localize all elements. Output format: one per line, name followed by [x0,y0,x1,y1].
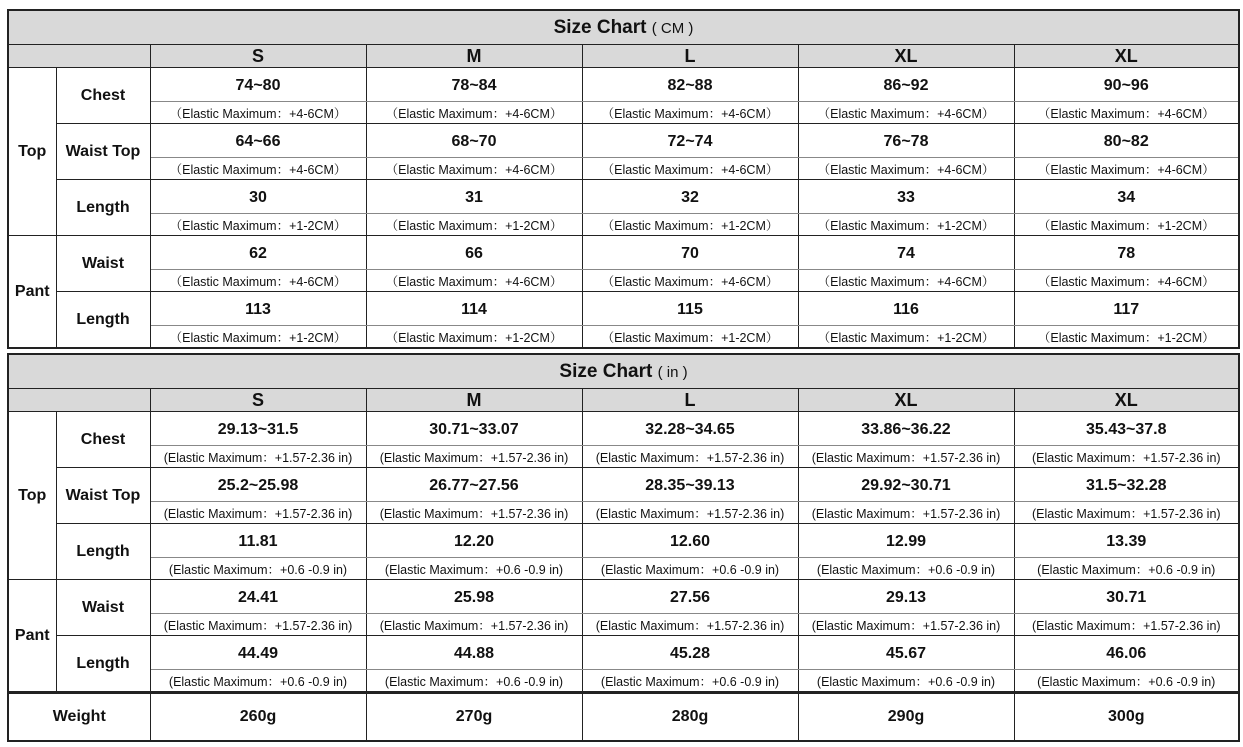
measure-value: 80~82 [1014,124,1239,158]
elastic-note: （Elastic Maximum：+4-6CM） [582,102,798,124]
elastic-note: (Elastic Maximum：+1.57-2.36 in) [366,614,582,636]
measure-value: 72~74 [582,124,798,158]
weight-value: 260g [150,693,366,741]
weight-value: 290g [798,693,1014,741]
elastic-note: (Elastic Maximum：+1.57-2.36 in) [150,614,366,636]
measure-label: Chest [56,68,150,124]
note-row [8,102,1239,124]
measure-value: 13.39 [1014,524,1239,558]
elastic-note: (Elastic Maximum：+1.57-2.36 in) [1014,502,1239,524]
elastic-note: (Elastic Maximum：+1.57-2.36 in) [798,446,1014,468]
elastic-note: （Elastic Maximum：+4-6CM） [1014,158,1239,180]
elastic-note: (Elastic Maximum：+1.57-2.36 in) [150,502,366,524]
elastic-note: (Elastic Maximum：+1.57-2.36 in) [1014,614,1239,636]
measure-value: 25.98 [366,580,582,614]
measure-value: 24.41 [150,580,366,614]
note-row [8,158,1239,180]
elastic-note: (Elastic Maximum：+1.57-2.36 in) [798,502,1014,524]
measure-value: 86~92 [798,68,1014,102]
measure-label: Waist Top [56,124,150,180]
size-header: S [150,389,366,412]
elastic-note: （Elastic Maximum：+4-6CM） [798,270,1014,292]
weight-label: Weight [8,693,150,741]
measure-label: Length [56,524,150,580]
measure-value: 113 [150,292,366,326]
measure-row [8,636,1239,670]
measure-value: 117 [1014,292,1239,326]
elastic-note: (Elastic Maximum：+1.57-2.36 in) [582,614,798,636]
measure-label: Length [56,180,150,236]
measure-value: 70 [582,236,798,270]
note-row [8,502,1239,524]
measure-value: 11.81 [150,524,366,558]
elastic-note: (Elastic Maximum：+0.6 -0.9 in) [1014,558,1239,580]
weight-value: 280g [582,693,798,741]
measure-value: 82~88 [582,68,798,102]
measure-value: 29.13 [798,580,1014,614]
size-chart-cm-table [7,9,1240,349]
measure-value: 76~78 [798,124,1014,158]
elastic-note: (Elastic Maximum：+1.57-2.36 in) [798,614,1014,636]
measure-value: 74 [798,236,1014,270]
size-header: L [582,389,798,412]
elastic-note: (Elastic Maximum：+1.57-2.36 in) [150,446,366,468]
elastic-note: (Elastic Maximum：+1.57-2.36 in) [366,446,582,468]
measure-row [8,580,1239,614]
measure-value: 31.5~32.28 [1014,468,1239,502]
elastic-note: （Elastic Maximum：+1-2CM） [798,326,1014,349]
elastic-note: （Elastic Maximum：+4-6CM） [366,158,582,180]
chart-title-cell [8,354,1239,389]
measure-value: 25.2~25.98 [150,468,366,502]
group-label: Pant [8,580,56,693]
size-header: XL [1014,389,1239,412]
measure-value: 45.28 [582,636,798,670]
elastic-note: （Elastic Maximum：+4-6CM） [798,102,1014,124]
measure-row [8,68,1239,102]
measure-value: 46.06 [1014,636,1239,670]
measure-value: 90~96 [1014,68,1239,102]
measure-row [8,124,1239,158]
size-header: S [150,45,366,68]
note-row [8,446,1239,468]
elastic-note: （Elastic Maximum：+1-2CM） [1014,326,1239,349]
weight-row [8,693,1239,741]
measure-value: 66 [366,236,582,270]
size-header: M [366,45,582,68]
elastic-note: （Elastic Maximum：+1-2CM） [582,326,798,349]
note-row [8,214,1239,236]
measure-value: 64~66 [150,124,366,158]
note-row [8,614,1239,636]
note-row [8,670,1239,693]
size-header: XL [1014,45,1239,68]
measure-value: 31 [366,180,582,214]
elastic-note: (Elastic Maximum：+0.6 -0.9 in) [582,558,798,580]
size-header-row [8,389,1239,412]
measure-label: Waist [56,580,150,636]
measure-value: 114 [366,292,582,326]
elastic-note: (Elastic Maximum：+1.57-2.36 in) [366,502,582,524]
elastic-note: （Elastic Maximum：+4-6CM） [582,270,798,292]
elastic-note: （Elastic Maximum：+4-6CM） [798,158,1014,180]
elastic-note: (Elastic Maximum：+1.57-2.36 in) [582,446,798,468]
measure-row [8,236,1239,270]
elastic-note: （Elastic Maximum：+4-6CM） [1014,270,1239,292]
measure-label: Waist Top [56,468,150,524]
measure-value: 34 [1014,180,1239,214]
group-label: Top [8,412,56,580]
elastic-note: （Elastic Maximum：+4-6CM） [150,158,366,180]
measure-value: 12.20 [366,524,582,558]
elastic-note: （Elastic Maximum：+1-2CM） [798,214,1014,236]
measure-value: 68~70 [366,124,582,158]
note-row [8,326,1239,349]
weight-value: 270g [366,693,582,741]
measure-row [8,468,1239,502]
measure-row [8,524,1239,558]
elastic-note: （Elastic Maximum：+1-2CM） [150,214,366,236]
measure-value: 12.60 [582,524,798,558]
measure-value: 62 [150,236,366,270]
measure-value: 44.88 [366,636,582,670]
measure-value: 33.86~36.22 [798,412,1014,446]
elastic-note: （Elastic Maximum：+4-6CM） [150,270,366,292]
elastic-note: (Elastic Maximum：+0.6 -0.9 in) [150,670,366,693]
measure-value: 29.13~31.5 [150,412,366,446]
size-header: M [366,389,582,412]
elastic-note: （Elastic Maximum：+4-6CM） [1014,102,1239,124]
chart-unit: ( CM ) [651,19,694,37]
elastic-note: (Elastic Maximum：+1.57-2.36 in) [582,502,798,524]
group-label: Pant [8,236,56,349]
elastic-note: (Elastic Maximum：+0.6 -0.9 in) [150,558,366,580]
measure-value: 45.67 [798,636,1014,670]
chart-title-cell [8,10,1239,45]
measure-value: 78 [1014,236,1239,270]
weight-table [7,692,1240,742]
elastic-note: (Elastic Maximum：+0.6 -0.9 in) [798,558,1014,580]
measure-value: 12.99 [798,524,1014,558]
measure-value: 29.92~30.71 [798,468,1014,502]
measure-value: 74~80 [150,68,366,102]
elastic-note: (Elastic Maximum：+0.6 -0.9 in) [1014,670,1239,693]
measure-label: Waist [56,236,150,292]
chart-title: Size Chart [553,16,647,38]
measure-row [8,292,1239,326]
size-header: XL [798,45,1014,68]
elastic-note: (Elastic Maximum：+0.6 -0.9 in) [798,670,1014,693]
note-row [8,558,1239,580]
elastic-note: (Elastic Maximum：+0.6 -0.9 in) [366,670,582,693]
elastic-note: （Elastic Maximum：+4-6CM） [582,158,798,180]
measure-label: Length [56,292,150,349]
elastic-note: （Elastic Maximum：+1-2CM） [150,326,366,349]
size-chart-inch-table [7,353,1240,693]
size-header-row [8,45,1239,68]
header-corner [8,389,150,412]
measure-row [8,412,1239,446]
note-row [8,270,1239,292]
measure-value: 115 [582,292,798,326]
weight-value: 300g [1014,693,1239,741]
measure-value: 26.77~27.56 [366,468,582,502]
measure-value: 116 [798,292,1014,326]
measure-value: 35.43~37.8 [1014,412,1239,446]
measure-value: 30.71~33.07 [366,412,582,446]
size-header: L [582,45,798,68]
measure-value: 33 [798,180,1014,214]
measure-value: 30.71 [1014,580,1239,614]
elastic-note: （Elastic Maximum：+1-2CM） [582,214,798,236]
size-header: XL [798,389,1014,412]
elastic-note: (Elastic Maximum：+0.6 -0.9 in) [366,558,582,580]
elastic-note: （Elastic Maximum：+4-6CM） [366,270,582,292]
elastic-note: (Elastic Maximum：+0.6 -0.9 in) [582,670,798,693]
header-corner [8,45,150,68]
elastic-note: （Elastic Maximum：+4-6CM） [366,102,582,124]
chart-unit: ( in ) [657,363,688,381]
measure-row [8,180,1239,214]
group-label: Top [8,68,56,236]
elastic-note: （Elastic Maximum：+1-2CM） [366,326,582,349]
elastic-note: （Elastic Maximum：+1-2CM） [366,214,582,236]
measure-label: Length [56,636,150,693]
measure-value: 78~84 [366,68,582,102]
title-row [8,354,1239,389]
chart-title: Size Chart [559,360,653,382]
measure-value: 32.28~34.65 [582,412,798,446]
measure-value: 27.56 [582,580,798,614]
title-row [8,10,1239,45]
measure-value: 44.49 [150,636,366,670]
measure-label: Chest [56,412,150,468]
measure-value: 32 [582,180,798,214]
measure-value: 28.35~39.13 [582,468,798,502]
measure-value: 30 [150,180,366,214]
elastic-note: (Elastic Maximum：+1.57-2.36 in) [1014,446,1239,468]
elastic-note: （Elastic Maximum：+1-2CM） [1014,214,1239,236]
elastic-note: （Elastic Maximum：+4-6CM） [150,102,366,124]
